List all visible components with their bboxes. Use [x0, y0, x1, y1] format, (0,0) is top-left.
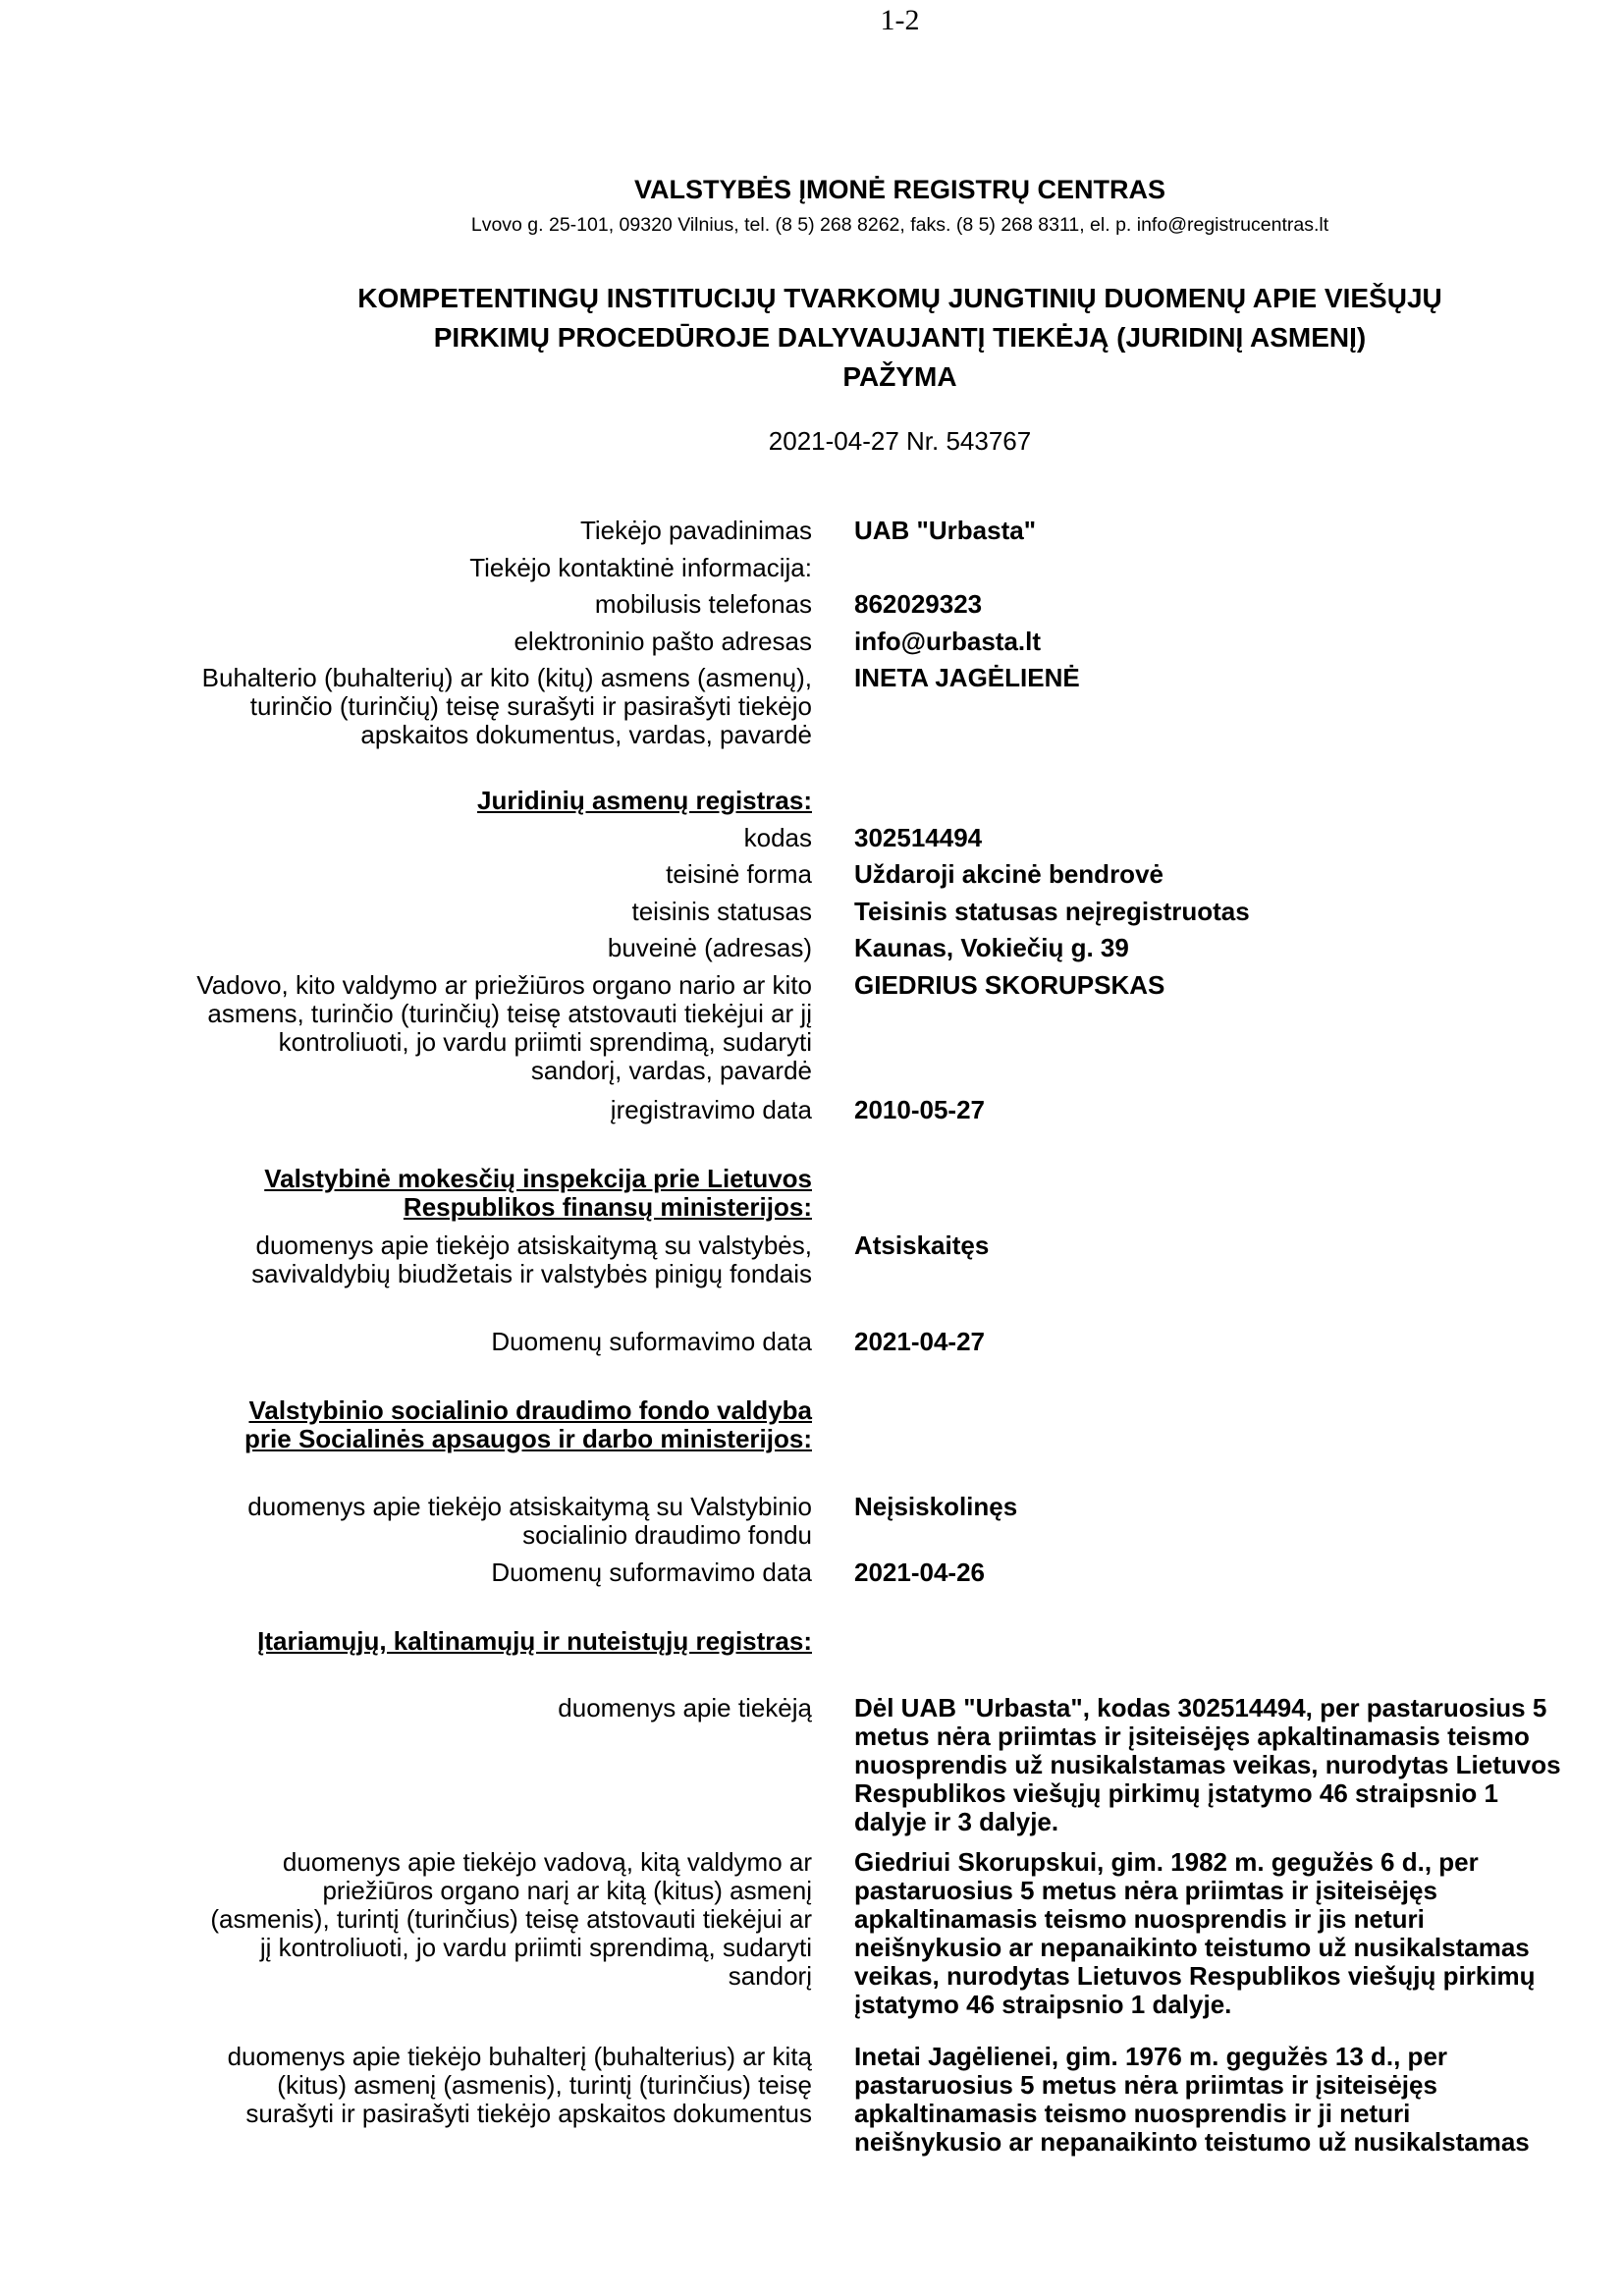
legal-status-label: teisinis statusas	[631, 897, 812, 926]
supplier-name-label: Tiekėjo pavadinimas	[579, 516, 812, 545]
supplier-phone-label: mobilusis telefonas	[594, 589, 812, 619]
legal-form-value: Uždaroji akcinė bendrovė	[854, 859, 1163, 889]
tax-heading: Valstybinė mokesčių inspekcija prie Lietuvos Respublikos finansų ministerijos:	[264, 1164, 812, 1222]
organization-title: VALSTYBĖS ĮMONĖ REGISTRŲ CENTRAS	[633, 175, 1166, 204]
tax-settlement-label: duomenys apie tiekėjo atsiskaitymą su valstybės, savivaldybių biudžetais ir valstybės pinigų fondais	[251, 1230, 812, 1288]
supplier-contact-label: Tiekėjo kontaktinė informacija:	[469, 553, 812, 582]
legal-address-value: Kaunas, Vokiečių g. 39	[854, 933, 1129, 962]
social-heading: Valstybinio socialinio draudimo fondo valdyba prie Socialinės apsaugos ir darbo ministerijos:	[244, 1395, 812, 1453]
supplier-email-value: info@urbasta.lt	[854, 627, 1042, 656]
legal-code-label: kodas	[743, 823, 812, 852]
criminal-manager-value: Giedriui Skorupskui, gim. 1982 m. gegužės 6 d., per pastaruosius 5 metus nėra priimtas ir įsiteisėjęs apkaltinamasis teismo nuosprendis ir jis neturi neišnykusio ar nepanaikinto teistumo už nusikalstamas veikas, nurodytas Lietuvos Respublikos viešųjų pirkimų įstatymo 46 straipsnio 1 dalyje.	[854, 1847, 1536, 2019]
legal-manager-value: GIEDRIUS SKORUPSKAS	[854, 970, 1165, 1000]
supplier-name-value: UAB "Urbasta"	[854, 516, 1037, 545]
tax-formed-value: 2021-04-27	[854, 1327, 985, 1356]
criminal-supplier-value: Dėl UAB "Urbasta", kodas 302514494, per pastaruosius 5 metus nėra priimtas ir įsiteisėjęs apkaltinamasis teismo nuosprendis už nusikalstamas veikas, nurodytas Lietuvos Respublikos viešųjų pirkimų įstatymo 46 straipsnio 1 dalyje ir 3 dalyje.	[854, 1693, 1561, 1836]
tax-settlement-value: Atsiskaitęs	[854, 1230, 990, 1260]
legal-status-value: Teisinis statusas neįregistruotas	[854, 897, 1250, 926]
tax-formed-label: Duomenų suformavimo data	[491, 1327, 812, 1356]
legal-address-label: buveinė (adresas)	[607, 933, 812, 962]
legal-reg-date-label: įregistravimo data	[610, 1095, 812, 1124]
criminal-supplier-label: duomenys apie tiekėją	[558, 1693, 812, 1722]
supplier-accountant-value: INETA JAGĖLIENĖ	[854, 663, 1080, 692]
supplier-accountant-label: Buhalterio (buhalterių) ar kito (kitų) asmens (asmenų), turinčio (turinčių) teisę surašyti ir pasirašyti tiekėjo apskaitos dokumentus, vardas, pavardė	[201, 663, 812, 749]
social-settlement-label: duomenys apie tiekėjo atsiskaitymą su Valstybinio socialinio draudimo fondu	[247, 1492, 812, 1550]
document-date-number: 2021-04-27 Nr. 543767	[768, 426, 1032, 456]
legal-registry-heading: Juridinių asmenų registras:	[477, 786, 812, 815]
criminal-manager-label: duomenys apie tiekėjo vadovą, kitą valdymo ar priežiūros organo narį ar kitą (kitus) asmenį (asmenis), turintį (turinčius) teisę atstovauti tiekėjui ar jį kontroliuoti, jo vardu priimti sprendimą, sudaryti sandorį	[210, 1847, 812, 1991]
legal-manager-label: Vadovo, kito valdymo ar priežiūros organo nario ar kito asmens, turinčio (turinčių) teisę atstovauti tiekėjui ar jį kontroliuoti, jo vardu priimti sprendimą, sudaryti sandorį, vardas, pavardė	[196, 970, 812, 1085]
document-title-line-2: PIRKIMŲ PROCEDŪROJE DALYVAUJANTĮ TIEKĖJĄ (JURIDINĮ ASMENĮ)	[433, 322, 1367, 353]
supplier-phone-value: 862029323	[854, 589, 983, 619]
legal-code-value: 302514494	[854, 823, 983, 852]
social-settlement-value: Neįsiskolinęs	[854, 1492, 1018, 1521]
criminal-accountant-label: duomenys apie tiekėjo buhalterį (buhalterius) ar kitą (kitus) asmenį (asmenis), turintį (turinčius) teisę surašyti ir pasirašyti tiekėjo apskaitos dokumentus	[227, 2042, 812, 2128]
social-formed-label: Duomenų suformavimo data	[491, 1558, 812, 1587]
organization-address: Lvovo g. 25-101, 09320 Vilnius, tel. (8 5) 268 8262, faks. (8 5) 268 8311, el. p. info@registrucentras.lt	[470, 214, 1329, 236]
document-title	[196, 279, 1603, 397]
criminal-heading: Įtariamųjų, kaltinamųjų ir nuteistųjų registras:	[257, 1626, 812, 1656]
page-number: 1-2	[880, 4, 920, 36]
document-title-line-1: KOMPETENTINGŲ INSTITUCIJŲ TVARKOMŲ JUNGTINIŲ DUOMENŲ APIE VIEŠŲJŲ	[357, 283, 1442, 313]
legal-reg-date-value: 2010-05-27	[854, 1095, 985, 1124]
supplier-email-label: elektroninio pašto adresas	[514, 627, 812, 656]
document-title-line-3: PAŽYMA	[842, 361, 957, 392]
social-formed-value: 2021-04-26	[854, 1558, 985, 1587]
legal-form-label: teisinė forma	[666, 859, 812, 889]
criminal-accountant-value: Inetai Jagėlienei, gim. 1976 m. gegužės 13 d., per pastaruosius 5 metus nėra priimtas ir įsiteisėjęs apkaltinamasis teismo nuosprendis ir ji neturi neišnykusio ar nepanaikinto teistumo už nusikalstamas	[854, 2042, 1530, 2157]
